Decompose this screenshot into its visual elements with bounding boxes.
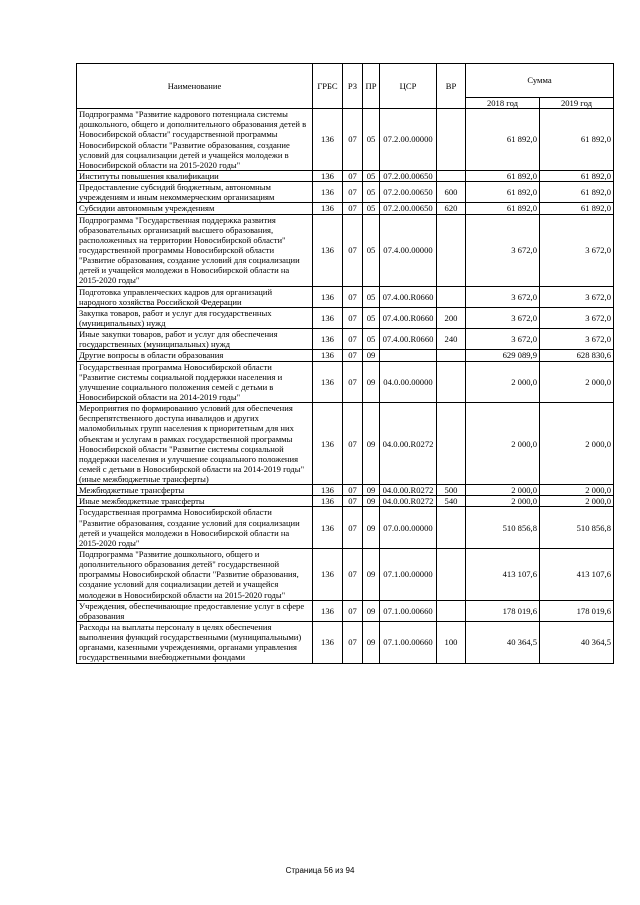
cell-pr: 09 xyxy=(363,600,380,621)
cell-name: Подпрограмма "Развитие кадрового потенциала системы дошкольного, общего и дополнительного образования детей в Новосибирской области" государственной программы Новосибирской области "Развитие образования, создание условий для социализации детей и учащейся молодежи в Новосибирской области на 2015-2020 годы" xyxy=(77,109,313,171)
cell-vr xyxy=(437,214,466,286)
cell-y2019: 61 892,0 xyxy=(540,109,614,171)
cell-rz: 07 xyxy=(343,622,363,664)
cell-name: Предоставление субсидий бюджетным, автономным учреждениям и иным некоммерческим организациям xyxy=(77,182,313,203)
cell-csr: 07.2.00.00650 xyxy=(380,182,437,203)
cell-grbs: 136 xyxy=(313,307,343,328)
cell-csr: 07.0.00.00000 xyxy=(380,507,437,549)
cell-grbs: 136 xyxy=(313,286,343,307)
cell-pr: 05 xyxy=(363,182,380,203)
cell-csr: 04.0.00.R0272 xyxy=(380,403,437,485)
cell-vr xyxy=(437,361,466,403)
cell-vr: 540 xyxy=(437,496,466,507)
col-header-rz: РЗ xyxy=(343,64,363,109)
cell-csr: 04.0.00.00000 xyxy=(380,361,437,403)
cell-y2019: 2 000,0 xyxy=(540,485,614,496)
cell-y2019: 413 107,6 xyxy=(540,549,614,601)
cell-csr: 07.4.00.R0660 xyxy=(380,329,437,350)
cell-grbs: 136 xyxy=(313,350,343,361)
cell-csr xyxy=(380,350,437,361)
cell-grbs: 136 xyxy=(313,600,343,621)
cell-y2019: 2 000,0 xyxy=(540,403,614,485)
cell-name: Расходы на выплаты персоналу в целях обеспечения выполнения функций государственными (муниципальными) органами, казенными учреждениями, органами управления государственными внебюджетными фондами xyxy=(77,622,313,664)
cell-rz: 07 xyxy=(343,496,363,507)
cell-vr xyxy=(437,109,466,171)
cell-y2019: 510 856,8 xyxy=(540,507,614,549)
cell-csr: 07.1.00.00660 xyxy=(380,600,437,621)
cell-csr: 07.1.00.00660 xyxy=(380,622,437,664)
cell-pr: 05 xyxy=(363,203,380,214)
table-row xyxy=(77,507,614,549)
cell-rz: 07 xyxy=(343,350,363,361)
cell-y2019: 2 000,0 xyxy=(540,496,614,507)
budget-table xyxy=(76,63,614,664)
cell-y2018: 61 892,0 xyxy=(466,203,540,214)
table-row xyxy=(77,329,614,350)
cell-name: Подготовка управленческих кадров для организаций народного хозяйства Российской Федерации xyxy=(77,286,313,307)
cell-y2018: 2 000,0 xyxy=(466,403,540,485)
cell-y2018: 510 856,8 xyxy=(466,507,540,549)
cell-y2018: 61 892,0 xyxy=(466,170,540,181)
table-row xyxy=(77,485,614,496)
cell-csr: 07.1.00.00000 xyxy=(380,549,437,601)
cell-name: Институты повышения квалификации xyxy=(77,170,313,181)
cell-y2019: 61 892,0 xyxy=(540,170,614,181)
cell-y2018: 2 000,0 xyxy=(466,361,540,403)
cell-grbs: 136 xyxy=(313,507,343,549)
cell-name: Подпрограмма "Развитие дошкольного, общего и дополнительного образования детей" государственной программы Новосибирской области "Развитие образования, создание условий для социализации детей и учащейся молодежи в Новосибирской области на 2015-2020 годы" xyxy=(77,549,313,601)
cell-name: Учреждения, обеспечивающие предоставление услуг в сфере образования xyxy=(77,600,313,621)
col-header-2018: 2018 год xyxy=(466,98,540,109)
cell-pr: 09 xyxy=(363,350,380,361)
cell-csr: 07.2.00.00650 xyxy=(380,170,437,181)
cell-rz: 07 xyxy=(343,549,363,601)
cell-rz: 07 xyxy=(343,182,363,203)
cell-y2018: 40 364,5 xyxy=(466,622,540,664)
cell-grbs: 136 xyxy=(313,361,343,403)
cell-name: Закупка товаров, работ и услуг для государственных (муниципальных) нужд xyxy=(77,307,313,328)
table-body xyxy=(77,109,614,663)
col-header-csr: ЦСР xyxy=(380,64,437,109)
cell-y2018: 2 000,0 xyxy=(466,485,540,496)
cell-rz: 07 xyxy=(343,203,363,214)
cell-csr: 07.4.00.R0660 xyxy=(380,286,437,307)
cell-name: Межбюджетные трансферты xyxy=(77,485,313,496)
cell-grbs: 136 xyxy=(313,485,343,496)
cell-pr: 09 xyxy=(363,361,380,403)
table-row xyxy=(77,203,614,214)
cell-y2019: 3 672,0 xyxy=(540,286,614,307)
cell-vr: 240 xyxy=(437,329,466,350)
cell-vr: 100 xyxy=(437,622,466,664)
table-row xyxy=(77,214,614,286)
cell-grbs: 136 xyxy=(313,214,343,286)
cell-grbs: 136 xyxy=(313,109,343,171)
table-row xyxy=(77,170,614,181)
cell-pr: 09 xyxy=(363,622,380,664)
cell-name: Субсидии автономным учреждениям xyxy=(77,203,313,214)
cell-vr xyxy=(437,403,466,485)
cell-grbs: 136 xyxy=(313,622,343,664)
cell-y2019: 178 019,6 xyxy=(540,600,614,621)
table-row xyxy=(77,182,614,203)
cell-csr: 07.4.00.R0660 xyxy=(380,307,437,328)
cell-y2019: 40 364,5 xyxy=(540,622,614,664)
cell-pr: 05 xyxy=(363,170,380,181)
cell-csr: 04.0.00.R0272 xyxy=(380,496,437,507)
cell-y2018: 3 672,0 xyxy=(466,286,540,307)
cell-y2018: 61 892,0 xyxy=(466,182,540,203)
cell-pr: 05 xyxy=(363,109,380,171)
cell-vr: 600 xyxy=(437,182,466,203)
cell-pr: 09 xyxy=(363,485,380,496)
cell-rz: 07 xyxy=(343,361,363,403)
table-row xyxy=(77,361,614,403)
cell-y2018: 61 892,0 xyxy=(466,109,540,171)
cell-name: Подпрограмма "Государственная поддержка развития образовательных организаций высшего образования, расположенных на территории Новосибирской области" государственной программы Новосибирской области "Развитие образования, создание условий для социализации детей и учащейся молодежи в Новосибирской области на 2015-2020 годы" xyxy=(77,214,313,286)
cell-y2018: 629 089,9 xyxy=(466,350,540,361)
cell-pr: 05 xyxy=(363,286,380,307)
cell-csr: 04.0.00.R0272 xyxy=(380,485,437,496)
table-row xyxy=(77,350,614,361)
cell-pr: 05 xyxy=(363,307,380,328)
cell-rz: 07 xyxy=(343,286,363,307)
cell-grbs: 136 xyxy=(313,329,343,350)
cell-name: Другие вопросы в области образования xyxy=(77,350,313,361)
cell-y2019: 61 892,0 xyxy=(540,203,614,214)
table-row xyxy=(77,549,614,601)
cell-y2018: 3 672,0 xyxy=(466,329,540,350)
cell-y2019: 3 672,0 xyxy=(540,307,614,328)
cell-grbs: 136 xyxy=(313,182,343,203)
col-header-2019: 2019 год xyxy=(540,98,614,109)
cell-rz: 07 xyxy=(343,485,363,496)
cell-y2019: 61 892,0 xyxy=(540,182,614,203)
cell-y2018: 3 672,0 xyxy=(466,307,540,328)
cell-vr xyxy=(437,507,466,549)
cell-y2018: 413 107,6 xyxy=(466,549,540,601)
cell-vr: 200 xyxy=(437,307,466,328)
cell-csr: 07.2.00.00000 xyxy=(380,109,437,171)
table-row xyxy=(77,286,614,307)
col-header-name: Наименование xyxy=(77,64,313,109)
table-row xyxy=(77,496,614,507)
cell-vr xyxy=(437,549,466,601)
col-header-sum: Сумма xyxy=(466,64,614,98)
cell-rz: 07 xyxy=(343,170,363,181)
cell-pr: 09 xyxy=(363,549,380,601)
cell-rz: 07 xyxy=(343,214,363,286)
cell-grbs: 136 xyxy=(313,170,343,181)
cell-rz: 07 xyxy=(343,507,363,549)
cell-pr: 05 xyxy=(363,214,380,286)
cell-y2019: 2 000,0 xyxy=(540,361,614,403)
cell-grbs: 136 xyxy=(313,496,343,507)
cell-name: Мероприятия по формированию условий для обеспечения беспрепятственного доступа инвалидов и других маломобильных групп населения к приоритетным для них объектам и услугам в рамках государственной программы Новосибирской области "Развитие системы социальной поддержки населения и улучшение социального положения семей с детьми в Новосибирской области на 2014-2019 годы" (иные межбюджетные трансферты) xyxy=(77,403,313,485)
cell-rz: 07 xyxy=(343,109,363,171)
cell-vr xyxy=(437,286,466,307)
cell-pr: 09 xyxy=(363,507,380,549)
cell-pr: 09 xyxy=(363,496,380,507)
cell-y2018: 3 672,0 xyxy=(466,214,540,286)
col-header-pr: ПР xyxy=(363,64,380,109)
cell-name: Государственная программа Новосибирской области "Развитие образования, создание условий для социализации детей и учащейся молодежи в Новосибирской области на 2015-2020 годы" xyxy=(77,507,313,549)
table-row xyxy=(77,307,614,328)
table-row xyxy=(77,109,614,171)
cell-y2019: 3 672,0 xyxy=(540,329,614,350)
table-row xyxy=(77,622,614,664)
table-row xyxy=(77,600,614,621)
cell-rz: 07 xyxy=(343,307,363,328)
cell-pr: 05 xyxy=(363,329,380,350)
cell-vr xyxy=(437,600,466,621)
cell-vr xyxy=(437,350,466,361)
cell-csr: 07.2.00.00650 xyxy=(380,203,437,214)
cell-pr: 09 xyxy=(363,403,380,485)
cell-vr: 620 xyxy=(437,203,466,214)
cell-y2018: 2 000,0 xyxy=(466,496,540,507)
cell-grbs: 136 xyxy=(313,549,343,601)
cell-y2019: 3 672,0 xyxy=(540,214,614,286)
cell-name: Иные межбюджетные трансферты xyxy=(77,496,313,507)
table-row xyxy=(77,403,614,485)
cell-rz: 07 xyxy=(343,600,363,621)
cell-rz: 07 xyxy=(343,403,363,485)
cell-vr: 500 xyxy=(437,485,466,496)
cell-rz: 07 xyxy=(343,329,363,350)
cell-vr xyxy=(437,170,466,181)
col-header-grbs: ГРБС xyxy=(313,64,343,109)
page-number: Страница 56 из 94 xyxy=(285,866,355,875)
cell-y2018: 178 019,6 xyxy=(466,600,540,621)
cell-name: Государственная программа Новосибирской области "Развитие системы социальной поддержки населения и улучшение социального положения семей с детьми в Новосибирской области на 2014-2019 годы" xyxy=(77,361,313,403)
cell-csr: 07.4.00.00000 xyxy=(380,214,437,286)
col-header-vr: ВР xyxy=(437,64,466,109)
cell-y2019: 628 830,6 xyxy=(540,350,614,361)
cell-name: Иные закупки товаров, работ и услуг для обеспечения государственных (муниципальных) нужд xyxy=(77,329,313,350)
cell-grbs: 136 xyxy=(313,403,343,485)
cell-grbs: 136 xyxy=(313,203,343,214)
